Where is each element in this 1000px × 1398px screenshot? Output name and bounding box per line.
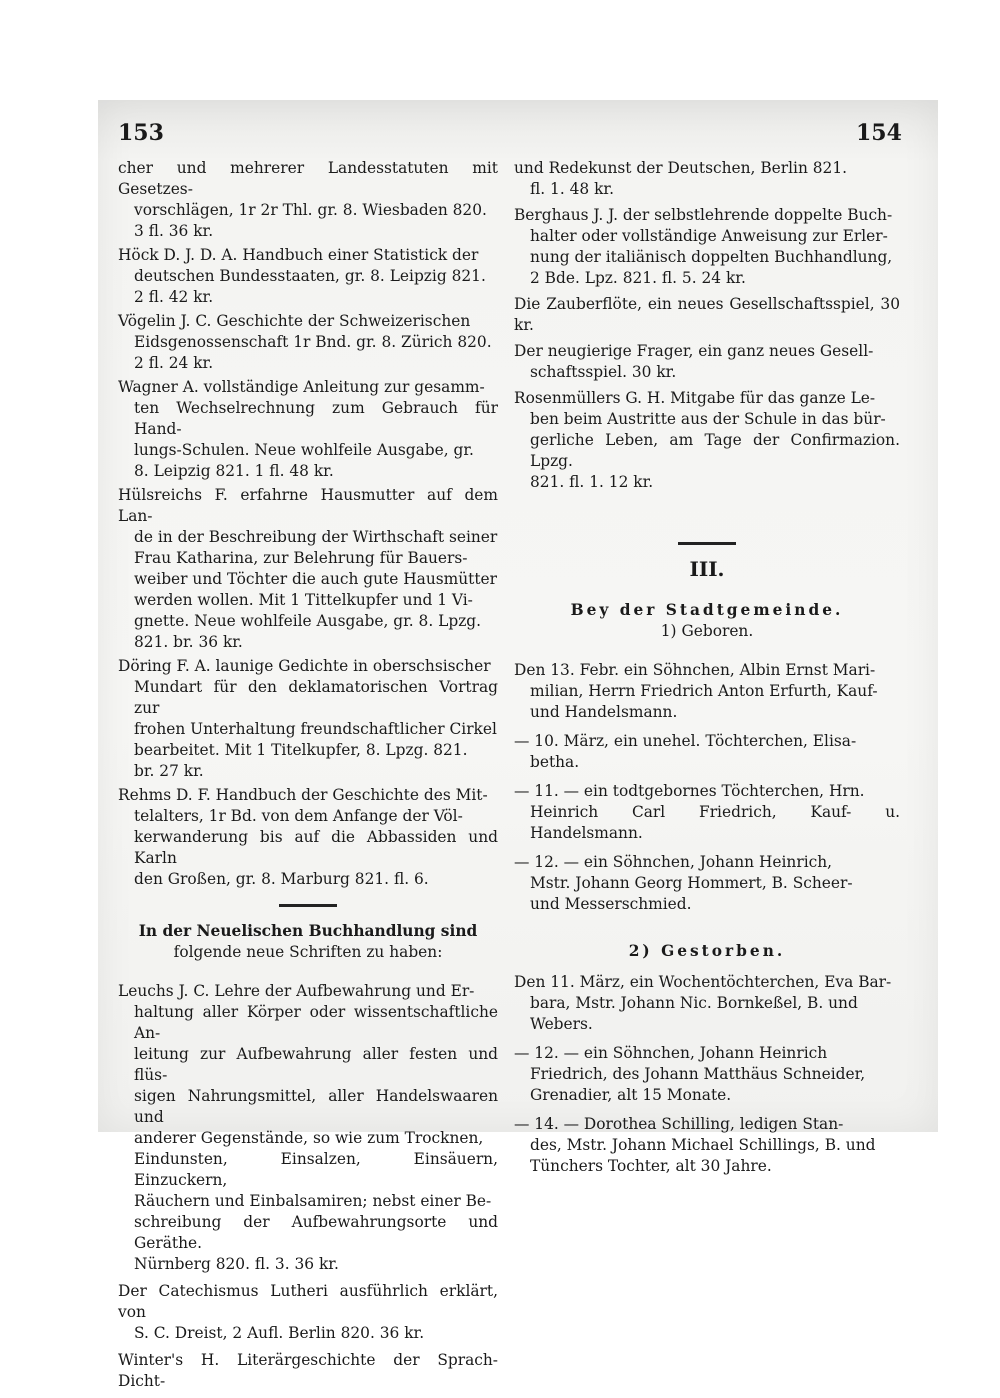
born-heading: 1) Geboren. (660, 622, 754, 640)
list-item (514, 731, 900, 773)
text-line: br. 27 kr. (134, 762, 204, 780)
text-line: ben beim Austritte aus der Schule in das bür- (530, 410, 886, 428)
divider-rule (678, 542, 736, 545)
text-line: sigen Nahrungsmittel, aller Handelswaaren und (134, 1087, 498, 1126)
text-line: Rosenmüllers G. H. Mitgabe für das ganze Le- (514, 389, 876, 407)
died-heading: 2) Gestorben. (628, 942, 786, 960)
text-line: haltung aller Körper oder wissentschaftliche An- (134, 1003, 498, 1042)
announcement-line-1: In der Neuelischen Buchhandlung sind (138, 922, 478, 940)
text-line: Die Zauberflöte, ein neues Gesellschaftsspiel, 30 kr. (514, 295, 900, 334)
text-line: betha. (530, 753, 580, 771)
list-item (514, 294, 900, 336)
text-line: Der Catechismus Lutheri ausführlich erklärt, von (118, 1282, 498, 1321)
text-line: S. C. Dreist, 2 Aufl. Berlin 820. 36 kr. (134, 1324, 425, 1342)
text-line: Mstr. Johann Georg Hommert, B. Scheer- (530, 874, 853, 892)
list-item (118, 785, 498, 890)
list-item (514, 205, 900, 289)
text-line: Wagner A. vollständige Anleitung zur gesamm- (118, 378, 485, 396)
list-item (514, 660, 900, 723)
list-item (514, 158, 900, 200)
text-line: Leuchs J. C. Lehre der Aufbewahrung und Er- (118, 982, 475, 1000)
text-line: gerliche Leben, am Tage der Confirmazion. Lpzg. (530, 431, 900, 470)
list-item (514, 341, 900, 383)
list-item (118, 1281, 498, 1344)
list-item (514, 1043, 900, 1106)
text-line: Den 13. Febr. ein Söhnchen, Albin Ernst Mari- (514, 661, 876, 679)
text-line: — 12. — ein Söhnchen, Johann Heinrich (514, 1044, 828, 1062)
text-line: Rehms D. F. Handbuch der Geschichte des Mit- (118, 786, 488, 804)
text-line: und Redekunst der Deutschen, Berlin 821. (514, 159, 848, 177)
text-line: Winter's H. Literärgeschichte der Sprach- Dicht- (118, 1351, 498, 1390)
section-title: Bey der Stadtgemeinde. (570, 601, 844, 619)
text-line: vorschlägen, 1r 2r Thl. gr. 8. Wiesbaden 820. (134, 201, 487, 219)
text-line: 2 fl. 42 kr. (134, 288, 214, 306)
list-item (514, 852, 900, 915)
list-item (118, 981, 498, 1275)
text-line: 2 Bde. Lpz. 821. fl. 5. 24 kr. (530, 269, 746, 287)
died-list (514, 972, 900, 1177)
born-list (514, 660, 900, 915)
list-item (514, 781, 900, 844)
text-line: halter oder vollständige Anweisung zur Erler- (530, 227, 888, 245)
text-line: leitung zur Aufbewahrung aller festen und flüs- (134, 1045, 498, 1084)
list-item (118, 485, 498, 653)
text-line: — 10. März, ein unehel. Töchterchen, Elisa- (514, 732, 857, 750)
right-column (514, 158, 900, 1185)
text-line: Räuchern und Einbalsamiren; nebst einer Be- (134, 1192, 492, 1210)
text-line: ten Wechselrechnung zum Gebrauch für Hand- (134, 399, 498, 438)
text-line: kerwanderung bis auf die Abbassiden und Karln (134, 828, 498, 867)
text-line: Mundart für den deklamatorischen Vortrag zur (134, 678, 498, 717)
text-line: milian, Herrn Friedrich Anton Erfurth, Kauf- (530, 682, 878, 700)
text-line: 8. Leipzig 821. 1 fl. 48 kr. (134, 462, 334, 480)
announcement-line-2: folgende neue Schriften zu haben: (173, 943, 443, 961)
list-item (118, 656, 498, 782)
right-book-list (514, 158, 900, 493)
list-item (514, 972, 900, 1035)
left-column (118, 158, 498, 1398)
list-item (118, 158, 498, 242)
left-book-list (118, 158, 498, 890)
text-line: deutschen Bundesstaaten, gr. 8. Leipzig 821. (134, 267, 486, 285)
text-line: bearbeitet. Mit 1 Titelkupfer, 8. Lpzg. 821. (134, 741, 468, 759)
text-line: Heinrich Carl Friedrich, Kauf- u. Handelsmann. (530, 803, 900, 842)
text-line: Vögelin J. C. Geschichte der Schweizerischen (118, 312, 471, 330)
text-line: und Messerschmied. (530, 895, 692, 913)
text-line: weiber und Töchter die auch gute Hausmütter (134, 570, 497, 588)
text-line: fl. 1. 48 kr. (530, 180, 614, 198)
page-number-right: 154 (856, 120, 902, 146)
list-item (118, 311, 498, 374)
text-line: Berghaus J. J. der selbstlehrende doppelte Buch- (514, 206, 893, 224)
text-line: Frau Katharina, zur Belehrung für Bauers- (134, 549, 468, 567)
text-line: Eindunsten, Einsalzen, Einsäuern, Einzuckern, (134, 1150, 498, 1189)
text-line: — 12. — ein Söhnchen, Johann Heinrich, (514, 853, 833, 871)
text-line: cher und mehrerer Landesstatuten mit Gesetzes- (118, 159, 498, 198)
text-line: Der neugierige Frager, ein ganz neues Gesell- (514, 342, 874, 360)
text-line: telalters, 1r Bd. von dem Anfange der Völ- (134, 807, 463, 825)
text-line: de in der Beschreibung der Wirthschaft seiner (134, 528, 498, 546)
text-line: gnette. Neue wohlfeile Ausgabe, gr. 8. Lpzg. (134, 612, 482, 630)
text-line: nung der italiänisch doppelten Buchhandlung, (530, 248, 893, 266)
text-line: Friedrich, des Johann Matthäus Schneider, (530, 1065, 866, 1083)
list-item (118, 377, 498, 482)
text-line: den Großen, gr. 8. Marburg 821. fl. 6. (134, 870, 429, 888)
text-line: Nürnberg 820. fl. 3. 36 kr. (134, 1255, 339, 1273)
list-item (118, 245, 498, 308)
text-line: schaftsspiel. 30 kr. (530, 363, 677, 381)
text-line: Eidsgenossenschaft 1r Bnd. gr. 8. Zürich 820. (134, 333, 492, 351)
text-line: Den 11. März, ein Wochentöchterchen, Eva Bar- (514, 973, 892, 991)
text-line: Hülsreichs F. erfahrne Hausmutter auf dem Lan- (118, 486, 498, 525)
text-line: Tünchers Tochter, alt 30 Jahre. (530, 1157, 772, 1175)
text-line: werden wollen. Mit 1 Tittelkupfer und 1 Vi- (134, 591, 473, 609)
page-number-left: 153 (118, 120, 164, 146)
text-line: des, Mstr. Johann Michael Schillings, B. und (530, 1136, 876, 1154)
text-line: — 14. — Dorothea Schilling, ledigen Stan- (514, 1115, 844, 1133)
list-item (118, 1350, 498, 1392)
text-line: anderer Gegenstände, so wie zum Trocknen, (134, 1129, 484, 1147)
text-line: 2 fl. 24 kr. (134, 354, 214, 372)
text-line: 821. fl. 1. 12 kr. (530, 473, 654, 491)
text-line: 821. br. 36 kr. (134, 633, 243, 651)
text-line: Grenadier, alt 15 Monate. (530, 1086, 732, 1104)
section-number: III. (689, 557, 725, 581)
text-line: bara, Mstr. Johann Nic. Bornkeßel, B. und (530, 994, 858, 1012)
text-line: frohen Unterhaltung freundschaftlicher Cirkel (134, 720, 497, 738)
text-line: Webers. (530, 1015, 593, 1033)
text-line: Döring F. A. launige Gedichte in oberschsischer (118, 657, 491, 675)
text-line: lungs-Schulen. Neue wohlfeile Ausgabe, gr. (134, 441, 474, 459)
text-line: 3 fl. 36 kr. (134, 222, 214, 240)
text-line: schreibung der Aufbewahrungsorte und Geräthe. (134, 1213, 498, 1252)
neuelische-book-list (118, 981, 498, 1392)
text-line: und Handelsmann. (530, 703, 678, 721)
divider-rule (279, 904, 337, 907)
text-line: Höck D. J. D. A. Handbuch einer Statistick der (118, 246, 479, 264)
list-item (514, 388, 900, 493)
text-line: — 11. — ein todtgebornes Töchterchen, Hrn. (514, 782, 865, 800)
list-item (514, 1114, 900, 1177)
